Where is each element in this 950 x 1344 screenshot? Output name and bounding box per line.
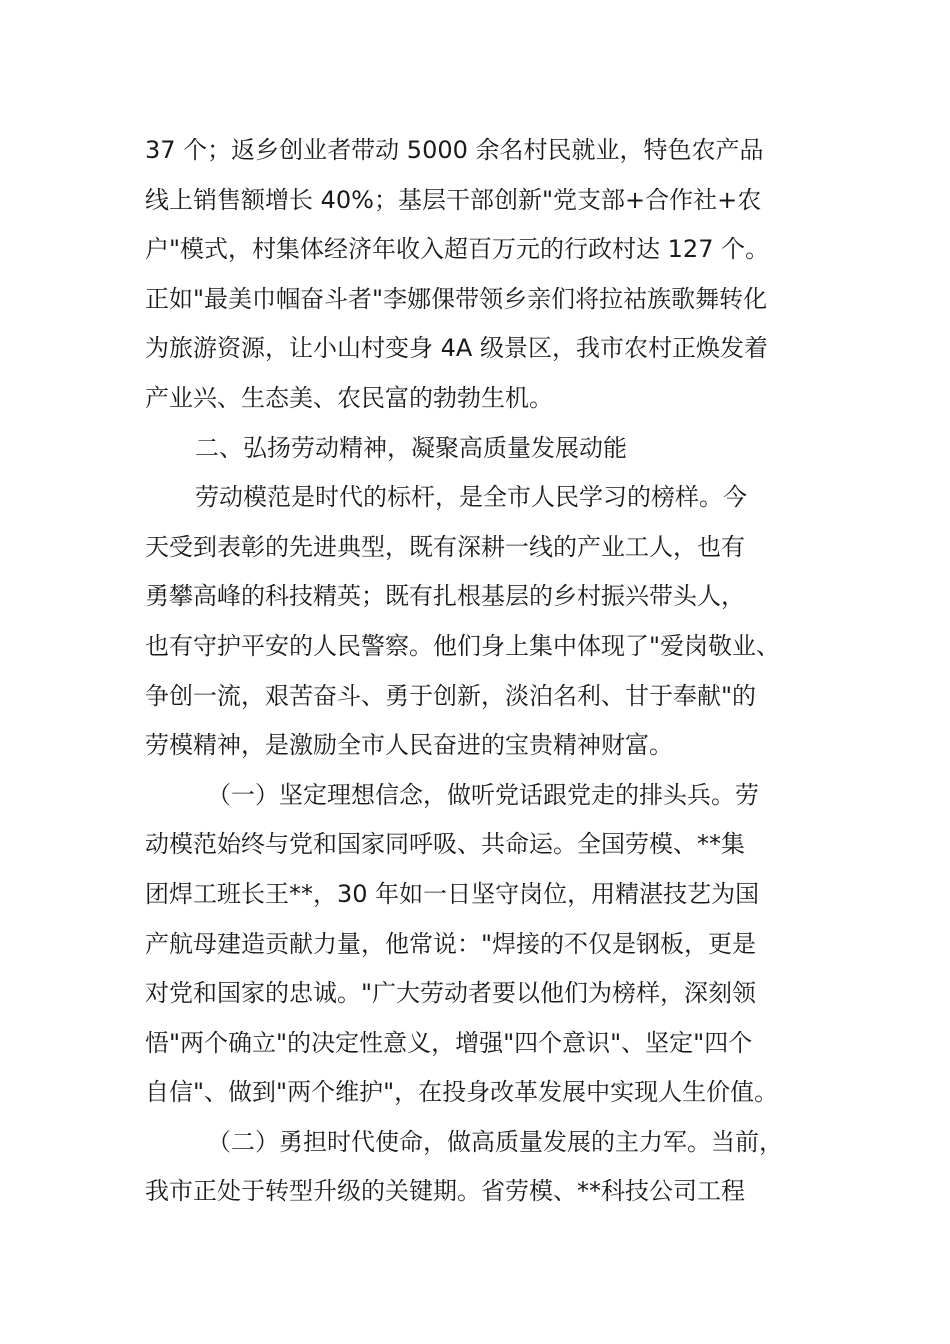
- text-line: 正如"最美巾帼奋斗者"李娜倮带领乡亲们将拉祜族歌舞转化: [145, 284, 768, 313]
- subsection-first-line: （二）勇担时代使命，做高质量发展的主力军。当前，: [207, 1127, 783, 1156]
- text-line: 争创一流，艰苦奋斗、勇于创新，淡泊名利、甘于奉献"的: [145, 681, 757, 710]
- text-line: 团焊工班长王**，30 年如一日坚守岗位，用精湛技艺为国: [145, 879, 760, 908]
- text-line: 也有守护平安的人民警察。他们身上集中体现了"爱岗敬业、: [145, 631, 781, 660]
- text-line: 37 个；返乡创业者带动 5000 余名村民就业，特色农产品: [145, 136, 764, 164]
- text-line: 对党和国家的忠诚。"广大劳动者要以他们为榜样，深刻领: [145, 979, 757, 1008]
- text-line: 户"模式，村集体经济年收入超百万元的行政村达 127 个。: [145, 235, 770, 264]
- subsection-first-line: （一）坚定理想信念，做听党话跟党走的排头兵。劳: [207, 780, 759, 809]
- paragraph-first-line: 劳动模范是时代的标杆，是全市人民学习的榜样。今: [195, 483, 747, 512]
- text-line: 自信"、做到"两个维护"，在投身改革发展中实现人生价值。: [145, 1078, 779, 1107]
- text-line: 悟"两个确立"的决定性意义，增强"四个意识"、坚定"四个: [145, 1028, 753, 1057]
- text-line: 产业兴、生态美、农民富的勃勃生机。: [145, 383, 553, 412]
- text-line: 我市正处于转型升级的关键期。省劳模、**科技公司工程: [145, 1177, 745, 1206]
- text-line: 劳模精神，是激励全市人民奋进的宝贵精神财富。: [145, 731, 673, 760]
- document-body: [145, 126, 825, 1217]
- text-line: 产航母建造贡献力量，他常说："焊接的不仅是钢板，更是: [145, 929, 757, 958]
- text-line: 线上销售额增长 40%；基层干部创新"党支部+合作社+农: [145, 185, 762, 214]
- section-heading: 二、弘扬劳动精神，凝聚高质量发展动能: [195, 433, 627, 462]
- text-line: 为旅游资源，让小山村变身 4A 级景区，我市农村正焕发着: [145, 334, 768, 363]
- text-line: 天受到表彰的先进典型，既有深耕一线的产业工人，也有: [145, 532, 745, 561]
- text-line: 动模范始终与党和国家同呼吸、共命运。全国劳模、**集: [145, 830, 745, 859]
- text-line: 勇攀高峰的科技精英；既有扎根基层的乡村振兴带头人，: [145, 582, 745, 611]
